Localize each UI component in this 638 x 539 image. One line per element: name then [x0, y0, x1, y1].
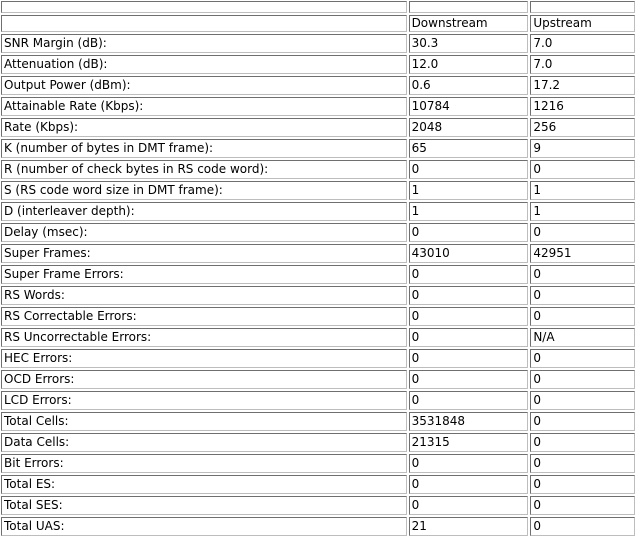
upstream-value: 0: [530, 349, 635, 368]
header-upstream: Upstream: [530, 15, 635, 32]
upstream-value: 0: [530, 454, 635, 473]
downstream-value: 0: [409, 349, 529, 368]
upstream-value: 0: [530, 307, 635, 326]
spacer-cell: [1, 1, 407, 13]
downstream-value: 0: [409, 370, 529, 389]
downstream-value: 1: [409, 202, 529, 221]
downstream-value: 65: [409, 139, 529, 158]
table-row: [1, 139, 635, 158]
row-label: Attenuation (dB):: [1, 55, 407, 74]
table-row: [1, 391, 635, 410]
downstream-value: 10784: [409, 97, 529, 116]
upstream-value: 0: [530, 286, 635, 305]
table-row: [1, 349, 635, 368]
upstream-value: 1: [530, 202, 635, 221]
row-label: Bit Errors:: [1, 454, 407, 473]
upstream-value: 17.2: [530, 76, 635, 95]
table-row: [1, 55, 635, 74]
table-row: [1, 517, 635, 536]
table-row: [1, 160, 635, 179]
row-label: OCD Errors:: [1, 370, 407, 389]
upstream-value: 1216: [530, 97, 635, 116]
table-row: [1, 370, 635, 389]
upstream-value: N/A: [530, 328, 635, 347]
downstream-value: 0: [409, 223, 529, 242]
row-label: RS Uncorrectable Errors:: [1, 328, 407, 347]
table-row: [1, 244, 635, 263]
row-label: Total ES:: [1, 475, 407, 494]
table-row: [1, 328, 635, 347]
table-row: [1, 286, 635, 305]
table-row: [1, 265, 635, 284]
table-row: [1, 34, 635, 53]
row-label: Attainable Rate (Kbps):: [1, 97, 407, 116]
adsl-statistics-body: [1, 1, 635, 536]
row-label: LCD Errors:: [1, 391, 407, 410]
downstream-value: 0.6: [409, 76, 529, 95]
downstream-value: 0: [409, 391, 529, 410]
row-label: SNR Margin (dB):: [1, 34, 407, 53]
upstream-value: 0: [530, 496, 635, 515]
upstream-value: 0: [530, 433, 635, 452]
row-label: Delay (msec):: [1, 223, 407, 242]
row-label: Output Power (dBm):: [1, 76, 407, 95]
row-label: RS Correctable Errors:: [1, 307, 407, 326]
upstream-value: 0: [530, 223, 635, 242]
row-label: D (interleaver depth):: [1, 202, 407, 221]
downstream-value: 12.0: [409, 55, 529, 74]
table-row: [1, 412, 635, 431]
row-label: HEC Errors:: [1, 349, 407, 368]
row-label: Total UAS:: [1, 517, 407, 536]
spacer-cell: [409, 1, 529, 13]
upstream-value: 7.0: [530, 55, 635, 74]
row-label: Data Cells:: [1, 433, 407, 452]
downstream-value: 0: [409, 454, 529, 473]
table-row: [1, 97, 635, 116]
upstream-value: 0: [530, 265, 635, 284]
downstream-value: 0: [409, 328, 529, 347]
table-row: [1, 307, 635, 326]
table-row: [1, 76, 635, 95]
upstream-value: 256: [530, 118, 635, 137]
table-row: [1, 433, 635, 452]
upstream-value: 0: [530, 370, 635, 389]
downstream-value: 0: [409, 265, 529, 284]
downstream-value: 0: [409, 286, 529, 305]
downstream-value: 30.3: [409, 34, 529, 53]
row-label: Super Frame Errors:: [1, 265, 407, 284]
downstream-value: 21315: [409, 433, 529, 452]
spacer-cell: [530, 1, 635, 13]
upstream-value: 0: [530, 517, 635, 536]
downstream-value: 3531848: [409, 412, 529, 431]
row-label: Rate (Kbps):: [1, 118, 407, 137]
downstream-value: 0: [409, 496, 529, 515]
downstream-value: 0: [409, 160, 529, 179]
downstream-value: 0: [409, 475, 529, 494]
row-label: S (RS code word size in DMT frame):: [1, 181, 407, 200]
table-row: [1, 475, 635, 494]
table-row: [1, 454, 635, 473]
row-label: R (number of check bytes in RS code word):: [1, 160, 407, 179]
upstream-value: 0: [530, 160, 635, 179]
table-row: [1, 496, 635, 515]
table-row: [1, 181, 635, 200]
table-row: [1, 223, 635, 242]
header-downstream: Downstream: [409, 15, 529, 32]
row-label: K (number of bytes in DMT frame):: [1, 139, 407, 158]
downstream-value: 1: [409, 181, 529, 200]
row-label: Total Cells:: [1, 412, 407, 431]
table-row: [1, 118, 635, 137]
downstream-value: 43010: [409, 244, 529, 263]
table-row: [1, 202, 635, 221]
upstream-value: 0: [530, 475, 635, 494]
upstream-value: 9: [530, 139, 635, 158]
upstream-value: 0: [530, 412, 635, 431]
upstream-value: 0: [530, 391, 635, 410]
table-header-row: [1, 15, 635, 32]
top-spacer-row: [1, 1, 635, 13]
downstream-value: 0: [409, 307, 529, 326]
downstream-value: 21: [409, 517, 529, 536]
row-label: RS Words:: [1, 286, 407, 305]
row-label: Super Frames:: [1, 244, 407, 263]
header-label-column: [1, 15, 407, 32]
upstream-value: 1: [530, 181, 635, 200]
upstream-value: 7.0: [530, 34, 635, 53]
downstream-value: 2048: [409, 118, 529, 137]
row-label: Total SES:: [1, 496, 407, 515]
upstream-value: 42951: [530, 244, 635, 263]
